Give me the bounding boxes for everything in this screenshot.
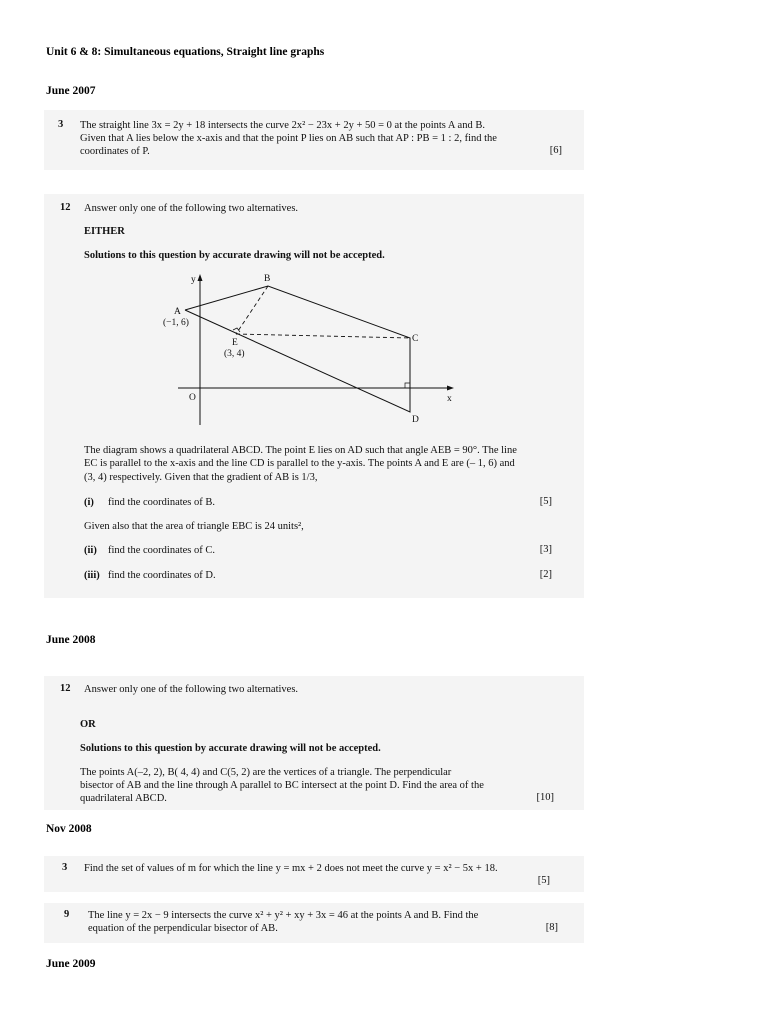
question-text-line: quadrilateral ABCD. [80,793,167,804]
point-c-label: C [412,334,419,344]
marks-label: [3] [539,544,552,555]
question-text-line: Given that A lies below the x-axis and that the point P lies on AB such that AP : PB = 1 : 2, find the [80,133,497,144]
marks-label: [2] [539,569,552,580]
question-text-line: The straight line 3x = 2y + 18 intersects the curve 2x² − 23x + 2y + 50 = 0 at the points A and B. [80,120,485,131]
marks-label: [5] [539,496,552,507]
marks-label: [10] [536,792,554,803]
instruction-note: Solutions to this question by accurate drawing will not be accepted. [84,250,385,261]
origin-label: O [189,393,196,403]
section-heading-nov-2008: Nov 2008 [46,823,92,835]
point-d-label: D [412,415,419,425]
question-text-line: bisector of AB and the line through A parallel to BC intersect at the point D. Find the area of the [80,780,484,791]
quadrilateral-abcd [185,286,410,412]
part-label: (i) [84,497,94,508]
question-intro: Answer only one of the following two alternatives. [84,684,299,695]
point-e-label: E [232,338,238,348]
question-text-line: equation of the perpendicular bisector of AB. [88,923,278,934]
line-ec [236,334,410,338]
question-text-line: coordinates of P. [80,146,150,157]
marks-label: [8] [545,922,558,933]
x-axis-label: x [447,394,452,404]
part-text: find the coordinates of B. [108,497,216,508]
part-label: (ii) [84,545,97,556]
question-text-line: The diagram shows a quadrilateral ABCD. The point E lies on AD such that angle AEB = 90°. The line [84,445,517,456]
quadrilateral-diagram [150,270,460,430]
question-block-q12-2008 [44,676,584,810]
alternative-label: OR [80,719,96,730]
question-block-q3-nov2008 [44,856,584,892]
y-axis-arrow [198,274,203,281]
right-angle-marker [405,383,410,388]
section-heading-june-2007: June 2007 [46,85,96,97]
question-text-line: EC is parallel to the x-axis and the line CD is parallel to the y-axis. The points A and E are (– 1, 6) and [84,458,515,469]
question-intro: Answer only one of the following two alternatives. [84,203,299,214]
question-text-line: (3, 4) respectively. Given that the gradient of AB is 1/3, [84,472,318,483]
part-label: (iii) [84,570,100,581]
section-heading-june-2009: June 2009 [46,958,96,970]
question-text-line: The line y = 2x − 9 intersects the curve x² + y² + xy + 3x = 46 at the points A and B. Find the [88,910,479,921]
point-b-label: B [264,274,271,284]
question-text-line: Find the set of values of m for which the line y = mx + 2 does not meet the curve y = x² − 5x + 18. [84,863,498,874]
question-block-q3-2007 [44,110,584,170]
instruction-note: Solutions to this question by accurate drawing will not be accepted. [80,743,381,754]
page-title: Unit 6 & 8: Simultaneous equations, Straight line graphs [46,46,325,58]
y-axis-label: y [191,275,196,285]
point-a-label: A [174,307,181,317]
point-a-coordinates: (−1, 6) [163,318,189,328]
question-text-line: The points A(–2, 2), B( 4, 4) and C(5, 2) are the vertices of a triangle. The perpendicular [80,767,452,778]
question-block-q9-nov2008 [44,903,584,943]
question-number: 12 [60,202,71,213]
alternative-label: EITHER [84,226,125,237]
question-number: 3 [58,119,64,130]
marks-label: [5] [537,875,550,886]
question-number: 9 [64,909,70,920]
point-e-coordinates: (3, 4) [224,349,245,359]
question-number: 12 [60,683,71,694]
line-be [236,286,268,334]
x-axis-arrow [447,386,454,391]
part-text: find the coordinates of D. [108,570,216,581]
question-text-line: Given also that the area of triangle EBC is 24 units², [84,521,304,532]
section-heading-june-2008: June 2008 [46,634,96,646]
question-number: 3 [62,862,68,873]
part-text: find the coordinates of C. [108,545,216,556]
marks-label: [6] [549,145,562,156]
